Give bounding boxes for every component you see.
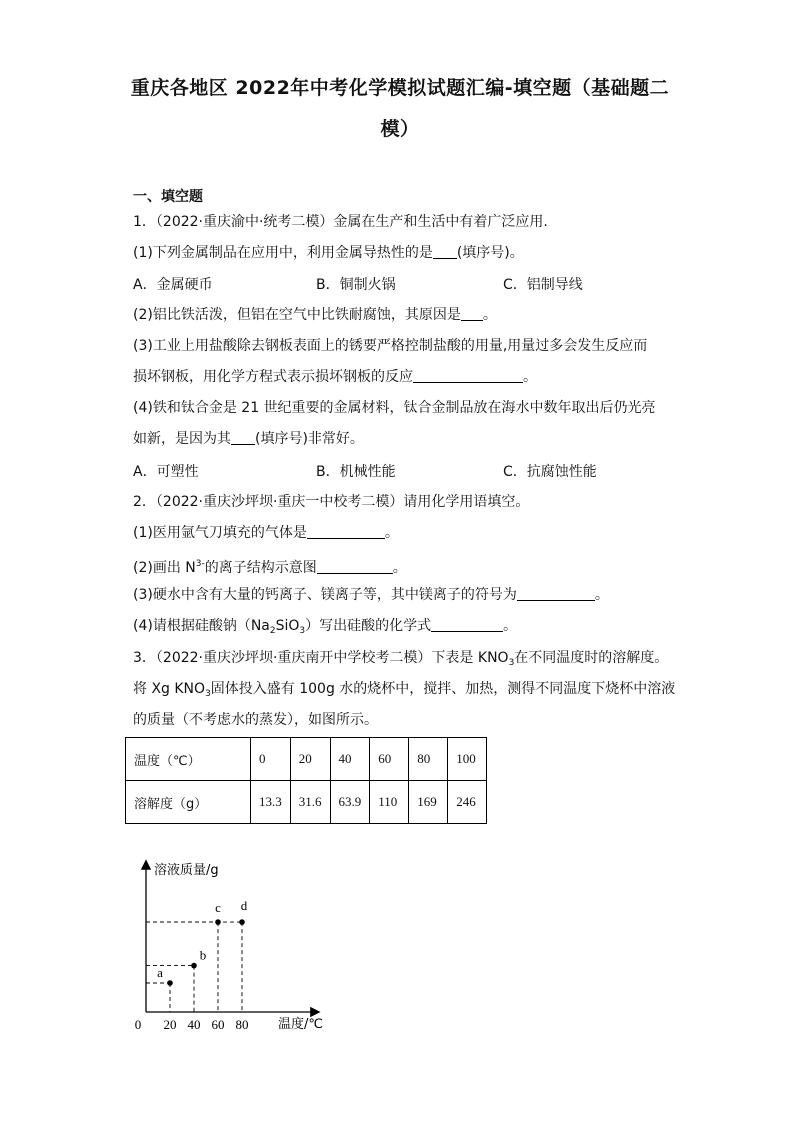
- q2-part4: (4)请根据硅酸钠$(Na_2SiO_3)$写出硅酸的化学式 。: [133, 618, 518, 636]
- x-tick-label: 60: [211, 1017, 225, 1032]
- y-axis-label: 溶液质量/g: [154, 863, 219, 878]
- table-cell: 13.3: [251, 781, 291, 824]
- point-label: a: [157, 965, 163, 980]
- table-cell: 20: [290, 738, 330, 781]
- x-tick-label: 40: [187, 1017, 201, 1032]
- table-cell: 63.9: [330, 781, 370, 824]
- section-heading: 一、填空题: [133, 189, 203, 205]
- x-axis-label: 温度/℃: [278, 1017, 323, 1032]
- q2-stem: 2．（2022·重庆沙坪坝·重庆一中校考二模）请用化学用语填空。: [133, 494, 530, 510]
- solubility-table: [125, 737, 487, 824]
- table-cell: 110: [370, 781, 409, 824]
- table-row: [126, 781, 487, 824]
- q3-stem: 3．（2022·重庆沙坪坝·重庆南开中学校考二模）下表是 $KNO_3$在不同温度时的溶解度。: [133, 650, 669, 668]
- table-header-cell: 溶解度（g）: [126, 781, 251, 824]
- table-cell: 100: [448, 738, 487, 781]
- q1-part4-option-c: C．抗腐蚀性能: [503, 464, 597, 480]
- solution-mass-chart: [120, 850, 350, 1050]
- q1-part4-option-a: A．可塑性: [133, 464, 199, 480]
- point-label: d: [240, 898, 248, 914]
- page-title: 重庆各地区 2022年中考化学模拟试题汇编-填空题（基础题二模）: [130, 77, 670, 140]
- table-row: [126, 738, 487, 781]
- table-cell: 60: [370, 738, 409, 781]
- data-point: [239, 919, 245, 925]
- q1-option-b: B．铜制火锅: [316, 277, 396, 293]
- point-label: c: [215, 900, 221, 916]
- table-header-cell: 温度（℃）: [126, 738, 251, 781]
- x-tick-label: 20: [163, 1017, 177, 1032]
- table-cell: 169: [409, 781, 448, 824]
- q1-part4-option-b: B．机械性能: [316, 464, 396, 480]
- q2-part3: (3)硬水中含有大量的钙离子、镁离子等，其中镁离子的符号为 。: [133, 587, 609, 603]
- q1-stem: 1．（2022·重庆渝中·统考二模）金属在生产和生活中有着广泛应用.: [133, 214, 548, 230]
- table-cell: 80: [409, 738, 448, 781]
- table-cell: 31.6: [290, 781, 330, 824]
- data-point: [191, 963, 197, 969]
- q2-part1: (1)医用氩气刀填充的气体是 。: [133, 525, 399, 541]
- q3-line3: 的质量（不考虑水的蒸发），如图所示。: [133, 712, 378, 728]
- x-tick-label: 80: [235, 1017, 249, 1032]
- q2-part2: (2)画出 $N^{3-}$的离子结构示意图 。: [133, 559, 407, 576]
- x-tick-label: 0: [134, 1017, 142, 1032]
- q3-line2: 将 Xg $KNO_3$固体投入盛有 100g 水的烧杯中，搅拌、加热，测得不同温度下烧杯中溶液: [133, 681, 676, 699]
- q1-part4: (4)铁和钛合金是 21 世纪重要的金属材料，钛合金制品放在海水中数年取出后仍光亮如新，是因为其 (填序号)非常好。: [133, 400, 656, 447]
- table-cell: 40: [330, 738, 370, 781]
- q1-part3: (3)工业上用盐酸除去钢板表面上的锈要严格控制盐酸的用量,用量过多会发生反应而损坏钢板，用化学方程式表示损坏钢板的反应 。: [133, 338, 648, 385]
- q1-part2: (2)铝比铁活泼，但铝在空气中比铁耐腐蚀，其原因是 。: [133, 307, 497, 323]
- table-cell: 0: [251, 738, 291, 781]
- data-point: [167, 980, 173, 986]
- table-cell: 246: [448, 781, 487, 824]
- q1-option-a: A．金属硬币: [133, 277, 213, 293]
- point-label: b: [199, 947, 207, 963]
- q1-part1: (1)下列金属制品在应用中，利用金属导热性的是 (填序号)。: [133, 245, 524, 261]
- q1-option-c: C．铝制导线: [503, 277, 583, 293]
